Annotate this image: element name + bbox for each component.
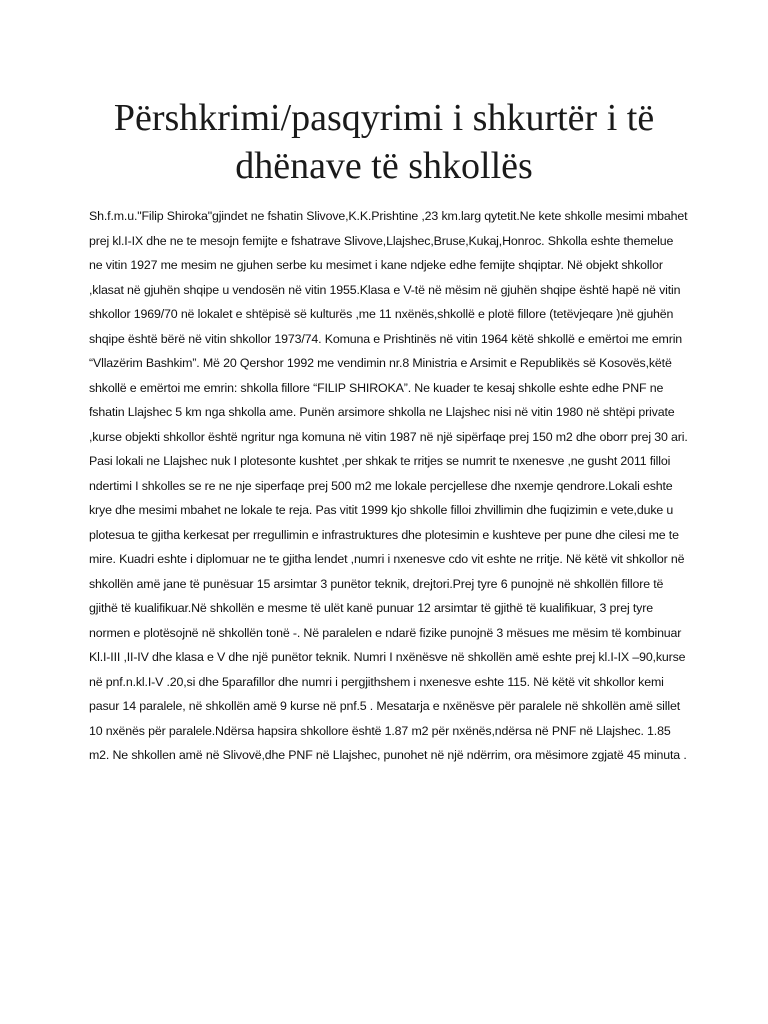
document-title: Përshkrimi/pasqyrimi i shkurtër i të dhënave të shkollës (113, 97, 655, 187)
document-body-paragraph: Sh.f.m.u."Filip Shiroka"gjindet ne fshatin Slivove,K.K.Prishtine ,23 km.larg qytetit.Ne kete shkolle mesimi mbahet prej kl.I-IX dhe ne te mesojn femijte e fshatrave Slivove,Llajshec,Bruse,Kukaj,Honroc. Shkolla eshte themelue ne vitin 1927 me mesim ne gjuhen serbe ku mesimet i kane ndjeke edhe femijte shqiptar. Në objekt shkollor ,klasat në gjuhën shqipe u vendosën në vitin 1955.Klasa e V-të në mësim në gjuhën shqipe është hapë në vitin shkollor 1969/70 në lokalet e shtëpisë së kulturës ,me 11 nxënës,shkollë e plotë fillore (tetëvjeqare )në gjuhën shqipe është bërë në vitin shkollor 1973/74. Komuna e Prishtinës në vitin 1964 këtë shkollë e emërtoi me emrin “Vllazërim Bashkim”. Më 20 Qershor 1992 me vendimin nr.8 Ministria e Arsimit e Republikës së Kosovës,këtë shkollë e emërtoi me emrin: shkolla fillore “FILIP SHIROKA”. Ne kuader te kesaj shkolle eshte edhe PNF ne fshatin Llajshec 5 km nga shkolla ame. Punën arsimore shkolla ne Llajshec nisi në vitin 1980 në shtëpi private ,kurse objekti shkollor është ngritur nga komuna në vitin 1987 në një sipërfaqe prej 150 m2 dhe oborr prej 30 ari. Pasi lokali ne Llajshec nuk I plotesonte kushtet ,per shkak te rritjes se numrit te nxenesve ,ne gusht 2011 filloi ndertimi I shkolles se re ne nje siperfaqe prej 500 m2 me lokale percjellese dhe nxemje qendrore.Lokali eshte krye dhe mesimi mbahet ne lokale te reja. Pas vitit 1999 kjo shkolle filloi zhvillimin dhe fuqizimin e vete,duke u plotesua te gjitha kerkesat per rregullimin e infrastruktures dhe plotesimin e kushteve per pune dhe cilesi me te mire. Kuadri eshte i diplomuar ne te gjitha lendet ,numri i nxenesve cdo vit eshte ne rritje. Në këtë vit shkollor në shkollën amë jane të punësuar 15 arsimtar 3 punëtor teknik, drejtori.Prej tyre 6 punojnë në shkollën fillore të gjithë të kualifikuar.Në shkollën e mesme të ulët kanë punuar 12 arsimtar të gjithë të kualifikuar, 3 prej tyre normen e plotësojnë në shkollën tonë -. Në paralelen e ndarë fizike punojnë 3 mësues me mësim të kombinuar Kl.I-III ,II-IV dhe klasa e V dhe një punëtor teknik. Numri I nxënësve në shkollën amë eshte prej kl.I-IX –90,kurse në pnf.n.kl.I-V .20,si dhe 5parafillor dhe numri i pergjithshem i nxenesve eshte 115. Në këtë vit shkollor kemi pasur 14 paralele, në shkollën amë 9 kurse në pnf.5 . Mesatarja e nxënësve për paralele në shkollën amë sillet 10 nxënës për paralele.Ndërsa hapsira shkollore është 1.87 m2 për nxënës,ndërsa në PNF në Llajshec. 1.85 m2. Ne shkollen amë në Slivovë,dhe PNF në Llajshec, punohet në një ndërrim, ora mësimore zgjatë 45 minuta . (89, 209, 688, 762)
